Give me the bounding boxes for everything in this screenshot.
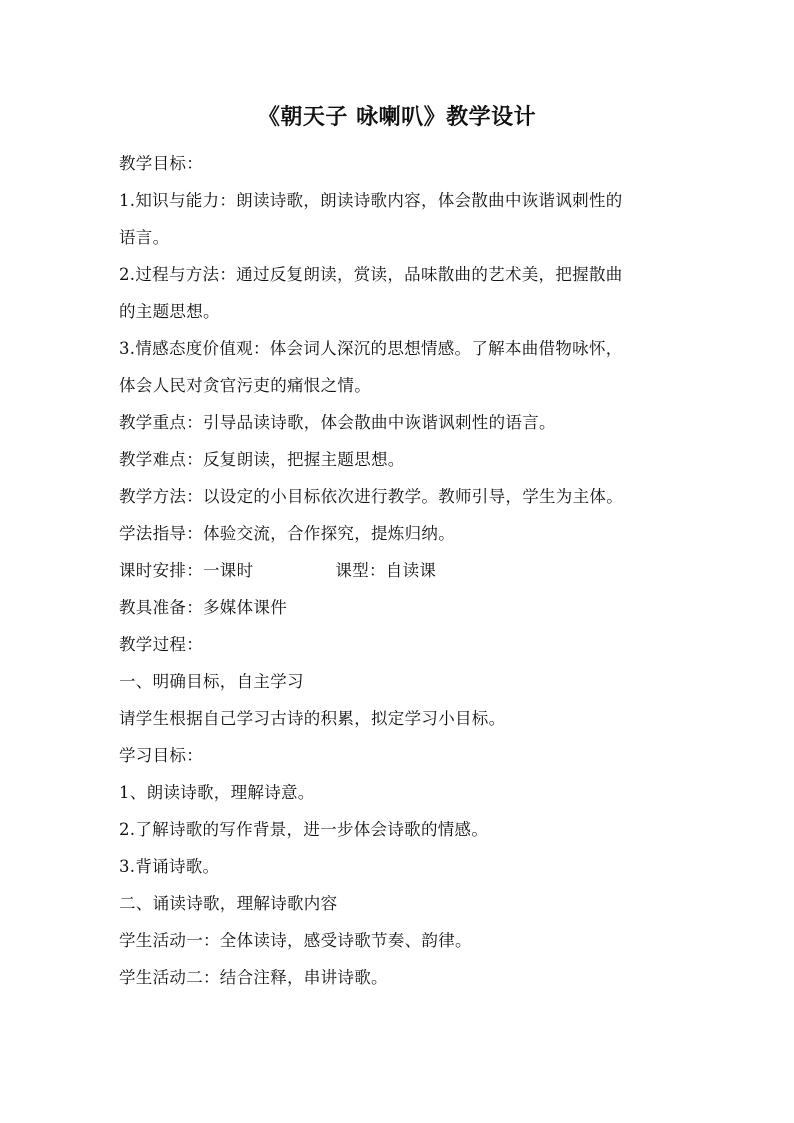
text-line: 体会人民对贪官污吏的痛恨之情。 [119,376,371,395]
text-line: 学生活动二：结合注释，串讲诗歌。 [119,968,388,987]
text-line: 3.情感态度价值观：体会词人深沉的思想情感。了解本曲借物咏怀， [119,339,623,358]
text-line: 学法指导：体验交流，合作探究，提炼归纳。 [119,524,455,543]
text-line: 的主题思想。 [119,302,220,321]
text-line: 教学难点：反复朗读，把握主题思想。 [119,450,405,469]
text-line: 教学目标： [119,154,203,173]
text-line: 教学方法：以设定的小目标依次进行教学。教师引导，学生为主体。 [119,487,623,506]
section-heading: 二、诵读诗歌，理解诗歌内容 [119,894,338,913]
document-body [119,145,679,996]
text-line: 学习目标： [119,746,203,765]
text-line: 1.知识与能力：朗读诗歌，朗读诗歌内容，体会散曲中诙谐讽刺性的 [119,191,623,210]
text-line: 教具准备：多媒体课件 [119,598,287,617]
text-line: 教学重点：引导品读诗歌，体会散曲中诙谐讽刺性的语言。 [119,413,556,432]
text-line: 2.过程与方法：通过反复朗读，赏读，品味散曲的艺术美，把握散曲 [119,265,623,284]
lesson-type: 课型：自读课 [335,561,437,580]
text-line: 1、朗读诗歌，理解诗意。 [119,783,315,802]
lesson-time: 课时安排：一课时 [119,561,254,580]
text-line: 3.背诵诗歌。 [119,857,220,876]
section-heading: 一、明确目标，自主学习 [119,672,304,691]
schedule-line [119,552,679,589]
text-line: 教学过程： [119,635,203,654]
text-line: 2.了解诗歌的写作背景，进一步体会诗歌的情感。 [119,820,489,839]
text-line: 语言。 [119,228,170,247]
document-title: 《朝天子 咏喇叭》教学设计 [257,104,537,130]
text-line: 学生活动一：全体读诗，感受诗歌节奏、韵律。 [119,931,472,950]
text-line: 请学生根据自己学习古诗的积累，拟定学习小目标。 [119,709,506,728]
